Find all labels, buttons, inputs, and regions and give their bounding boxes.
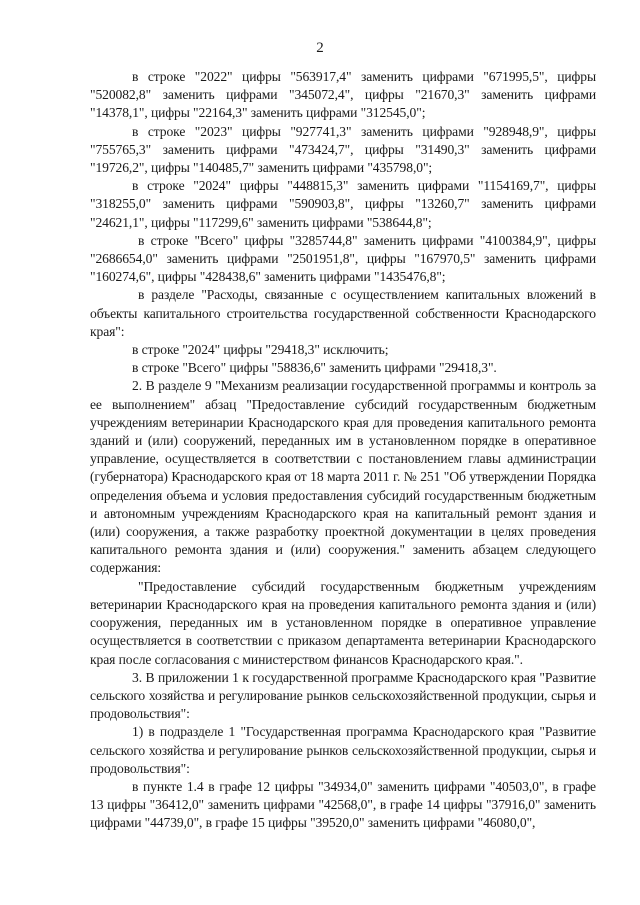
paragraph-row-2023: в строке "2023" цифры "927741,3" заменить цифрами "928948,9", цифры "755765,3" заменить цифрами "473424,7", цифры "31490,3" заменить цифрами "19726,2", цифры "140485,7" заменить цифрами "435798,0";	[90, 123, 596, 176]
paragraph-appendix-1: 3. В приложении 1 к государственной программе Краснодарского края "Развитие сельского хозяйства и регулирование рынков сельскохозяйственной продукции, сырья и продовольствия":	[90, 669, 596, 722]
paragraph-capital-total: в строке "Всего" цифры "58836,6" заменить цифрами "29418,3".	[132, 360, 497, 376]
paragraph-row-total: в строке "Всего" цифры "3285744,8" заменить цифрами "4100384,9", цифры "2686654,0" заменить цифрами "2501951,8", цифры "167970,5" заменить цифрами "160274,6", цифры "428438,6" заменить цифрами "1435476,8";	[90, 232, 596, 285]
paragraph-row-2022: в строке "2022" цифры "563917,4" заменить цифрами "671995,5", цифры "520082,8" заменить цифрами "345072,4", цифры "21670,3" заменить цифрами "14378,1", цифры "22164,3" заменить цифрами "312545,0";	[90, 69, 596, 121]
paragraph-new-text-quote: "Предоставление субсидий государственным бюджетным учреждениям ветеринарии Краснодарского края на проведения капитального ремонта здания и (или) сооружения, переданных им в установленном порядке в оперативное управление осуществляется в соответствии с приказом департамента ветеринарии Краснодарского края после согласования с министерством финансов Краснодарского края.".	[90, 578, 596, 667]
page-number: 2	[316, 40, 324, 56]
paragraph-capital-2024: в строке "2024" цифры "29418,3" исключить;	[132, 342, 389, 358]
paragraph-row-2024: в строке "2024" цифры "448815,3" заменить цифрами "1154169,7", цифры "318255,0" заменить цифрами "590903,8", цифры "13260,7" заменить цифрами "24621,1", цифры "117299,6" заменить цифрами "538644,8";	[90, 178, 596, 230]
paragraph-section-9: 2. В разделе 9 "Механизм реализации государственной программы и контроль за ее выполнением" абзац "Предоставление субсидий государственным бюджетным учреждениям ветеринарии Краснодарского края для проведения капитального ремонта зданий и (или) сооружений, переданных им в установленном порядке в оперативное управление, осуществляется в соответствии с постановлением главы администрации (губернатора) Краснодарского края от 18 марта 2011 г. № 251 "Об утверждении Порядка определения объема и условия предоставления субсидий государственным бюджетным и автономным учреждениям Краснодарского края на капитальный ремонт здания и (или) сооружения, а также разработку проектной документации в целях проведения капитального ремонта здания и (или) сооружения." заменить абзацем следующего содержания:	[90, 378, 596, 576]
paragraph-capital-expenses: в разделе "Расходы, связанные с осуществлением капитальных вложений в объекты капитального строительства государственной собственности Краснодарского края":	[90, 287, 596, 339]
paragraph-subsection-1: 1) в подразделе 1 "Государственная программа Краснодарского края "Развитие сельского хозяйства и регулирование рынков сельскохозяйственной продукции, сырья и продовольствия":	[90, 724, 596, 776]
document-body	[90, 68, 596, 833]
paragraph-item-1-4: в пункте 1.4 в графе 12 цифры "34934,0" заменить цифрами "40503,0", в графе 13 цифры "36412,0" заменить цифрами "42568,0", в графе 14 цифры "37916,0" заменить цифрами "44739,0", в графе 15 цифры "39520,0" заменить цифрами "46080,0",	[90, 778, 596, 831]
